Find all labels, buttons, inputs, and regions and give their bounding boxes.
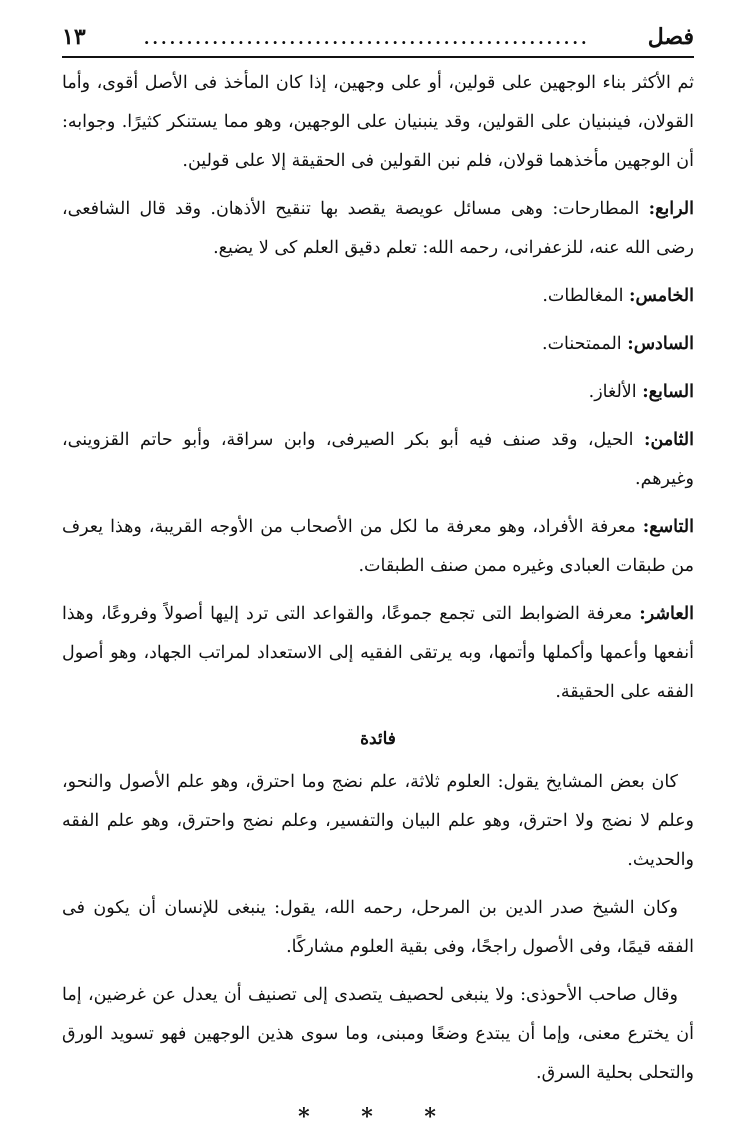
paragraph-text: الحيل، وقد صنف فيه أبو بكر الصيرفى، وابن سراقة، وأبو حاتم القزوينى، وغيرهم. xyxy=(62,430,694,489)
paragraph-lead: العاشر: xyxy=(639,604,694,624)
paragraph-eighth xyxy=(62,421,694,499)
header-rule xyxy=(62,56,694,58)
paragraph-sixth xyxy=(62,325,694,364)
paragraph-text: المغالطات. xyxy=(542,286,630,306)
paragraph-fourth xyxy=(62,190,694,268)
document-page xyxy=(62,22,694,1132)
paragraph-lead: السادس: xyxy=(627,334,694,354)
paragraph-text: الألغاز. xyxy=(588,382,643,402)
paragraph-lead: التاسع: xyxy=(642,517,694,537)
header-leader-dots: .................................................... xyxy=(143,29,590,48)
paragraph-lead: الرابع: xyxy=(648,199,694,219)
paragraph-lead: الثامن: xyxy=(644,430,694,450)
paragraph-benefit-1 xyxy=(62,763,694,880)
header-title: فصل xyxy=(647,24,694,50)
paragraph-lead: الخامس: xyxy=(629,286,694,306)
page-number: ١٣ xyxy=(62,24,86,50)
paragraph-text: كان بعض المشايخ يقول: العلوم ثلاثة، علم نضج وما احترق، وهو علم الأصول والنحو، وعلم لا نضج ولا احترق، وهو علم البيان والتفسير، وعلم نضج واحترق، وهو علم الفقه والحديث. xyxy=(62,772,694,870)
paragraph-text: وكان الشيخ صدر الدين بن المرحل، رحمه الله، يقول: ينبغى للإنسان أن يكون فى الفقه قيمًا، وفى الأصول راجحًا، وفى بقية العلوم مشاركًا. xyxy=(62,898,694,957)
paragraph-ninth xyxy=(62,508,694,586)
paragraph-seventh xyxy=(62,373,694,412)
running-header xyxy=(62,22,694,52)
paragraph-text: ثم الأكثر بناء الوجهين على قولين، أو على وجهين، إذا كان المأخذ فى الأصل أقوى، وأما القولان، فينبنيان على القولين، وقد ينبنيان على الوجهين، وهو مما يستنكر كثيرًا. وجوابه: أن الوجهين مأخذهما قولان، فلم نبن القولين فى الحقيقة إلا على قولين. xyxy=(62,73,694,171)
paragraph-text: معرفة الضوابط التى تجمع جموعًا، والقواعد التى ترد إليها أصولاً وفروعًا، وهذا أنفعها وأعمها وأكملها وأتمها، وبه يرتقى الفقيه إلى الاستعداد لمراتب الجهاد، وهو أصول الفقه على الحقيقة. xyxy=(62,604,694,702)
paragraph-benefit-3 xyxy=(62,976,694,1093)
paragraph-benefit-2 xyxy=(62,889,694,967)
section-heading: فائدة xyxy=(360,729,396,749)
paragraph-text: المطارحات: وهى مسائل عويصة يقصد بها تنقيح الأذهان. وقد قال الشافعى، رضى الله عنه، للزعفرانى، رحمه الله: تعلم دقيق العلم كى لا يضيع. xyxy=(62,199,694,258)
paragraph-fifth xyxy=(62,277,694,316)
paragraph-lead: السابع: xyxy=(642,382,694,402)
paragraph-text: وقال صاحب الأحوذى: ولا ينبغى لحصيف يتصدى إلى تصنيف أن يعدل عن غرضين، إما أن يخترع معنى، وإما أن يبتدع وضعًا ومبنى، وما سوى هذين الوجهين فهو تسويد الورق والتحلى بحلية السرق. xyxy=(62,985,694,1083)
paragraph-tenth xyxy=(62,595,694,712)
paragraph-text: الممتحنات. xyxy=(542,334,628,354)
paragraph-continuation xyxy=(62,64,694,181)
paragraph-text: معرفة الأفراد، وهو معرفة ما لكل من الأصحاب من الأوجه القريبة، وهذا يعرف من طبقات العبادى وغيره ممن صنف الطبقات. xyxy=(62,517,694,576)
end-ornament: * * * xyxy=(298,1104,458,1130)
